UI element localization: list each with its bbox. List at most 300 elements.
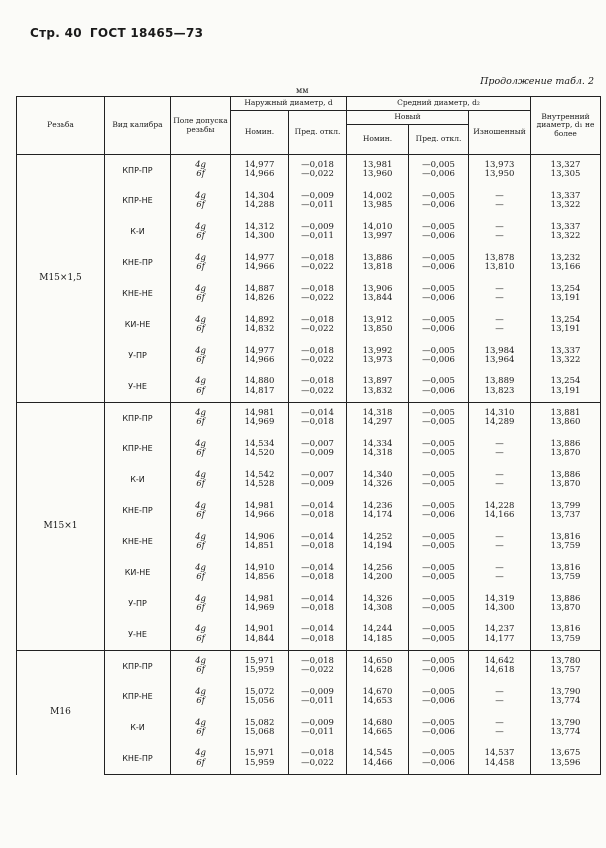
- pitch-deviation-value: —0,006: [422, 757, 455, 768]
- inner-diameter: [531, 248, 601, 279]
- outer-nominal-value: 14,977: [244, 159, 275, 170]
- inner-diameter-value: 13,337: [550, 221, 581, 232]
- thread-size: M15×1,5: [17, 155, 105, 403]
- inner-diameter-value: 13,337: [550, 345, 581, 356]
- gauge-type: КПР-НЕ: [105, 186, 171, 217]
- outer-nominal: [231, 248, 289, 279]
- worn-diameter-value: 14,458: [484, 757, 515, 768]
- outer-deviation: [289, 620, 347, 651]
- pitch-deviation: [409, 682, 469, 713]
- pitch-deviation: [409, 589, 469, 620]
- outer-nominal-value: 14,910: [244, 562, 275, 573]
- outer-nominal: [231, 713, 289, 744]
- pitch-nominal-value: 13,912: [362, 314, 393, 325]
- outer-deviation-value: —0,014: [301, 407, 334, 418]
- outer-deviation-value: —0,022: [301, 324, 334, 334]
- worn-diameter: [469, 465, 531, 496]
- inner-diameter-value: 13,191: [550, 293, 581, 303]
- worn-diameter-value: 13,810: [484, 262, 515, 272]
- pitch-deviation: [409, 744, 469, 775]
- tolerance-field-value: 4g: [195, 345, 206, 356]
- gauge-type: К-И: [105, 465, 171, 496]
- pitch-nominal-value: 13,906: [362, 283, 393, 294]
- outer-nominal-value: 14,817: [244, 385, 275, 396]
- outer-nominal-value: 14,851: [244, 541, 275, 551]
- pitch-nominal: [347, 651, 409, 682]
- pitch-nominal: [347, 682, 409, 713]
- outer-nominal: [231, 682, 289, 713]
- outer-nominal-value: 14,534: [244, 438, 275, 449]
- inner-diameter-value: 13,886: [550, 438, 581, 449]
- gauge-type: КПР-НЕ: [105, 434, 171, 465]
- pitch-deviation-value: —0,006: [422, 355, 455, 365]
- worn-diameter: [469, 155, 531, 186]
- outer-nominal-value: 14,542: [244, 469, 275, 480]
- inner-diameter: [531, 341, 601, 372]
- pitch-nominal-value: 14,244: [362, 624, 393, 635]
- outer-nominal-value: 14,981: [244, 593, 275, 604]
- outer-deviation-value: —0,018: [301, 159, 334, 170]
- table-row: [17, 713, 601, 744]
- pitch-deviation: [409, 527, 469, 558]
- outer-deviation: [289, 279, 347, 310]
- table-row: [17, 744, 601, 775]
- outer-deviation-value: —0,018: [301, 541, 334, 551]
- worn-diameter-value: 14,537: [484, 748, 515, 759]
- worn-diameter: [469, 744, 531, 775]
- outer-nominal: [231, 372, 289, 403]
- pitch-nominal: [347, 341, 409, 372]
- outer-deviation-value: —0,009: [301, 717, 334, 728]
- tolerance-field: [171, 341, 231, 372]
- inner-diameter: [531, 589, 601, 620]
- outer-nominal-value: 14,832: [244, 324, 275, 334]
- tolerance-field: [171, 589, 231, 620]
- inner-diameter-value: 13,232: [550, 252, 581, 263]
- worn-diameter: [469, 651, 531, 682]
- worn-diameter: [469, 217, 531, 248]
- tolerance-field: [171, 527, 231, 558]
- worn-diameter: [469, 279, 531, 310]
- col-outer-deviation: Пред. откл.: [289, 111, 347, 155]
- tolerance-field: [171, 372, 231, 403]
- worn-diameter-value: 13,964: [484, 355, 515, 365]
- gauge-table: [16, 96, 601, 775]
- tolerance-field-value: 4g: [195, 252, 206, 263]
- table-row: [17, 465, 601, 496]
- pitch-nominal-value: 13,997: [362, 231, 393, 241]
- pitch-nominal-value: 14,326: [362, 479, 393, 489]
- table-row: [17, 496, 601, 527]
- table-row: [17, 620, 601, 651]
- worn-diameter-value: —: [495, 438, 504, 449]
- inner-diameter-value: 13,774: [550, 727, 581, 737]
- tolerance-field-value: 6f: [196, 417, 205, 428]
- gauge-type: КПР-ПР: [105, 651, 171, 682]
- pitch-deviation-value: —0,006: [422, 200, 455, 210]
- outer-nominal-value: 14,969: [244, 603, 275, 613]
- worn-diameter-value: 14,237: [484, 624, 515, 635]
- outer-nominal: [231, 434, 289, 465]
- inner-diameter-value: 13,322: [550, 200, 581, 210]
- pitch-deviation-value: —0,005: [422, 624, 455, 635]
- pitch-deviation-value: —0,006: [422, 510, 455, 520]
- pitch-nominal-value: 14,653: [362, 696, 393, 706]
- tolerance-field-value: 4g: [195, 686, 206, 697]
- worn-diameter-value: 13,878: [484, 252, 515, 263]
- pitch-nominal-value: 14,334: [362, 438, 393, 449]
- inner-diameter-value: 13,737: [550, 510, 581, 520]
- outer-deviation: [289, 372, 347, 403]
- inner-diameter-value: 13,327: [550, 159, 581, 170]
- tolerance-field-value: 4g: [195, 748, 206, 759]
- outer-nominal-value: 15,068: [244, 727, 275, 737]
- col-pitch-deviation: Пред. откл.: [409, 125, 469, 155]
- pitch-nominal-value: 13,886: [362, 252, 393, 263]
- table-row: [17, 372, 601, 403]
- outer-nominal-value: 14,966: [244, 510, 275, 520]
- worn-diameter: [469, 434, 531, 465]
- outer-deviation-value: —0,022: [301, 665, 334, 676]
- worn-diameter-value: 14,228: [484, 500, 515, 511]
- pitch-deviation: [409, 713, 469, 744]
- gauge-type: КНЕ-НЕ: [105, 527, 171, 558]
- tolerance-field: [171, 217, 231, 248]
- pitch-nominal-value: 14,236: [362, 500, 393, 511]
- outer-deviation-value: —0,018: [301, 345, 334, 356]
- inner-diameter-value: 13,191: [550, 324, 581, 334]
- outer-deviation-value: —0,018: [301, 633, 334, 644]
- pitch-nominal-value: 14,256: [362, 562, 393, 573]
- inner-diameter-value: 13,799: [550, 500, 581, 511]
- pitch-nominal-value: 13,850: [362, 324, 393, 334]
- inner-diameter: [531, 465, 601, 496]
- worn-diameter-value: —: [495, 314, 504, 325]
- outer-deviation-value: —0,009: [301, 190, 334, 201]
- tolerance-field-value: 4g: [195, 469, 206, 480]
- pitch-nominal-value: 13,981: [362, 159, 393, 170]
- inner-diameter-value: 13,191: [550, 385, 581, 396]
- inner-diameter-value: 13,816: [550, 562, 581, 573]
- outer-nominal-value: 15,072: [244, 686, 275, 697]
- inner-diameter: [531, 217, 601, 248]
- worn-diameter-value: 13,889: [484, 376, 515, 387]
- pitch-nominal: [347, 434, 409, 465]
- outer-deviation-value: —0,018: [301, 603, 334, 613]
- worn-diameter-value: 13,823: [484, 385, 515, 396]
- pitch-deviation-value: —0,006: [422, 262, 455, 272]
- pitch-deviation-value: —0,005: [422, 479, 455, 489]
- tolerance-field-value: 4g: [195, 159, 206, 170]
- table-row: [17, 651, 601, 682]
- worn-diameter: [469, 372, 531, 403]
- outer-nominal-value: 14,977: [244, 252, 275, 263]
- outer-nominal-value: 15,971: [244, 748, 275, 759]
- worn-diameter: [469, 403, 531, 434]
- inner-diameter-value: 13,886: [550, 469, 581, 480]
- inner-diameter-value: 13,790: [550, 686, 581, 697]
- table-row: [17, 682, 601, 713]
- inner-diameter-value: 13,254: [550, 376, 581, 387]
- tolerance-field-value: 6f: [196, 200, 205, 210]
- inner-diameter: [531, 403, 601, 434]
- table-row: [17, 248, 601, 279]
- inner-diameter: [531, 155, 601, 186]
- worn-diameter-value: —: [495, 541, 504, 551]
- outer-nominal-value: 14,977: [244, 345, 275, 356]
- page-header: [30, 26, 203, 40]
- outer-nominal: [231, 279, 289, 310]
- inner-diameter-value: 13,596: [550, 757, 581, 768]
- table-body: [17, 155, 601, 775]
- gauge-type: КПР-ПР: [105, 403, 171, 434]
- pitch-nominal-value: 14,466: [362, 757, 393, 768]
- outer-nominal-value: 14,966: [244, 262, 275, 272]
- pitch-deviation: [409, 465, 469, 496]
- pitch-deviation-value: —0,005: [422, 655, 455, 666]
- table-row: [17, 155, 601, 186]
- tolerance-field: [171, 310, 231, 341]
- worn-diameter: [469, 527, 531, 558]
- worn-diameter: [469, 713, 531, 744]
- worn-diameter: [469, 620, 531, 651]
- worn-diameter-value: 14,618: [484, 665, 515, 676]
- standard-code: ГОСТ 18465—73: [89, 26, 204, 40]
- col-pitch-nominal: Номин.: [347, 125, 409, 155]
- pitch-deviation-value: —0,005: [422, 717, 455, 728]
- pitch-nominal-value: 14,194: [362, 541, 393, 551]
- worn-diameter-value: —: [495, 469, 504, 480]
- tolerance-field: [171, 465, 231, 496]
- pitch-deviation-value: —0,005: [422, 221, 455, 232]
- outer-deviation: [289, 651, 347, 682]
- outer-deviation: [289, 465, 347, 496]
- pitch-deviation-value: —0,005: [422, 314, 455, 325]
- pitch-nominal-value: 14,545: [362, 748, 393, 759]
- pitch-deviation-value: —0,005: [422, 283, 455, 294]
- tolerance-field-value: 4g: [195, 531, 206, 542]
- pitch-nominal: [347, 155, 409, 186]
- pitch-deviation: [409, 248, 469, 279]
- continuation-note: Продолжение табл. 2: [480, 76, 594, 87]
- outer-nominal: [231, 341, 289, 372]
- outer-nominal-value: 14,906: [244, 531, 275, 542]
- gauge-type: У-НЕ: [105, 620, 171, 651]
- outer-nominal: [231, 155, 289, 186]
- outer-deviation: [289, 527, 347, 558]
- tolerance-field-value: 4g: [195, 407, 206, 418]
- outer-deviation: [289, 186, 347, 217]
- gauge-type: КИ-НЕ: [105, 558, 171, 589]
- outer-nominal-value: 15,056: [244, 696, 275, 706]
- outer-deviation-value: —0,018: [301, 376, 334, 387]
- pitch-nominal-value: 13,844: [362, 293, 393, 303]
- unit-label: мм: [296, 86, 309, 95]
- inner-diameter-value: 13,757: [550, 665, 581, 676]
- pitch-deviation-value: —0,005: [422, 345, 455, 356]
- gauge-type: У-ПР: [105, 589, 171, 620]
- worn-diameter-value: 14,319: [484, 593, 515, 604]
- table-row: [17, 527, 601, 558]
- pitch-nominal: [347, 186, 409, 217]
- pitch-nominal-value: 14,318: [362, 448, 393, 458]
- pitch-deviation-value: —0,005: [422, 159, 455, 170]
- pitch-deviation: [409, 155, 469, 186]
- tolerance-field-value: 6f: [196, 293, 205, 303]
- table-header: [17, 97, 601, 155]
- pitch-deviation-value: —0,005: [422, 376, 455, 387]
- worn-diameter: [469, 496, 531, 527]
- worn-diameter-value: —: [495, 221, 504, 232]
- pitch-deviation-value: —0,005: [422, 500, 455, 511]
- tolerance-field-value: 6f: [196, 696, 205, 706]
- outer-nominal: [231, 558, 289, 589]
- tolerance-field-value: 6f: [196, 448, 205, 458]
- tolerance-field-value: 4g: [195, 500, 206, 511]
- pitch-deviation-value: —0,005: [422, 448, 455, 458]
- gauge-type: КНЕ-ПР: [105, 744, 171, 775]
- pitch-deviation-value: —0,005: [422, 562, 455, 573]
- outer-deviation-value: —0,011: [301, 200, 334, 210]
- pitch-nominal-value: 13,818: [362, 262, 393, 272]
- col-gauge-type: Вид калибра: [105, 97, 171, 155]
- pitch-nominal: [347, 589, 409, 620]
- pitch-deviation-value: —0,006: [422, 665, 455, 676]
- inner-diameter: [531, 279, 601, 310]
- col-new: Новый: [347, 111, 469, 125]
- outer-nominal-value: 14,288: [244, 200, 275, 210]
- worn-diameter-value: —: [495, 717, 504, 728]
- worn-diameter-value: —: [495, 293, 504, 303]
- outer-deviation-value: —0,011: [301, 696, 334, 706]
- col-outer-diameter: Наружный диаметр, d: [231, 97, 347, 111]
- pitch-deviation-value: —0,005: [422, 593, 455, 604]
- table-row: [17, 558, 601, 589]
- gauge-type: У-НЕ: [105, 372, 171, 403]
- pitch-deviation-value: —0,005: [422, 686, 455, 697]
- pitch-nominal-value: 13,960: [362, 169, 393, 180]
- pitch-nominal-value: 13,832: [362, 385, 393, 396]
- tolerance-field-value: 6f: [196, 262, 205, 272]
- tolerance-field-value: 4g: [195, 283, 206, 294]
- worn-diameter-value: —: [495, 324, 504, 334]
- worn-diameter: [469, 248, 531, 279]
- pitch-deviation-value: —0,005: [422, 469, 455, 480]
- pitch-nominal-value: 14,200: [362, 572, 393, 582]
- outer-deviation: [289, 589, 347, 620]
- tolerance-field: [171, 682, 231, 713]
- col-worn: Изношенный: [469, 111, 531, 155]
- outer-nominal: [231, 217, 289, 248]
- pitch-nominal: [347, 372, 409, 403]
- worn-diameter: [469, 589, 531, 620]
- inner-diameter: [531, 186, 601, 217]
- pitch-nominal-value: 14,326: [362, 593, 393, 604]
- tolerance-field-value: 6f: [196, 324, 205, 334]
- pitch-deviation: [409, 403, 469, 434]
- pitch-deviation-value: —0,006: [422, 727, 455, 737]
- pitch-nominal-value: 14,174: [362, 510, 393, 520]
- outer-nominal-value: 15,082: [244, 717, 275, 728]
- pitch-deviation-value: —0,005: [422, 407, 455, 418]
- tolerance-field-value: 6f: [196, 603, 205, 613]
- inner-diameter: [531, 434, 601, 465]
- outer-nominal-value: 14,844: [244, 633, 275, 644]
- inner-diameter: [531, 372, 601, 403]
- tolerance-field: [171, 186, 231, 217]
- table-row: [17, 310, 601, 341]
- worn-diameter: [469, 558, 531, 589]
- tolerance-field-value: 6f: [196, 541, 205, 551]
- gauge-type: К-И: [105, 217, 171, 248]
- pitch-nominal-value: 13,985: [362, 200, 393, 210]
- gauge-type: К-И: [105, 713, 171, 744]
- pitch-nominal: [347, 496, 409, 527]
- worn-diameter-value: 14,300: [484, 603, 515, 613]
- tolerance-field-value: 6f: [196, 727, 205, 737]
- pitch-deviation-value: —0,006: [422, 231, 455, 241]
- pitch-deviation: [409, 279, 469, 310]
- pitch-deviation: [409, 310, 469, 341]
- inner-diameter-value: 13,816: [550, 531, 581, 542]
- tolerance-field-value: 4g: [195, 655, 206, 666]
- pitch-nominal-value: 13,973: [362, 355, 393, 365]
- inner-diameter-value: 13,322: [550, 355, 581, 365]
- pitch-deviation-value: —0,006: [422, 169, 455, 180]
- outer-deviation-value: —0,022: [301, 757, 334, 768]
- tolerance-field-value: 6f: [196, 479, 205, 489]
- tolerance-field: [171, 713, 231, 744]
- pitch-deviation-value: —0,005: [422, 531, 455, 542]
- outer-nominal: [231, 651, 289, 682]
- outer-deviation-value: —0,018: [301, 417, 334, 428]
- outer-nominal-value: 14,520: [244, 448, 275, 458]
- gauge-type: КНЕ-ПР: [105, 496, 171, 527]
- pitch-nominal-value: 14,318: [362, 407, 393, 418]
- tolerance-field: [171, 558, 231, 589]
- pitch-deviation: [409, 217, 469, 248]
- pitch-nominal: [347, 620, 409, 651]
- pitch-nominal: [347, 527, 409, 558]
- pitch-deviation-value: —0,006: [422, 385, 455, 396]
- outer-deviation-value: —0,007: [301, 438, 334, 449]
- pitch-deviation: [409, 651, 469, 682]
- pitch-nominal: [347, 744, 409, 775]
- outer-deviation: [289, 682, 347, 713]
- pitch-deviation-value: —0,005: [422, 541, 455, 551]
- worn-diameter-value: 14,166: [484, 510, 515, 520]
- worn-diameter: [469, 682, 531, 713]
- worn-diameter-value: 13,950: [484, 169, 515, 180]
- inner-diameter-value: 13,780: [550, 655, 581, 666]
- outer-nominal-value: 14,304: [244, 190, 275, 201]
- tolerance-field: [171, 434, 231, 465]
- table-row: [17, 434, 601, 465]
- outer-nominal: [231, 310, 289, 341]
- tolerance-field-value: 4g: [195, 221, 206, 232]
- inner-diameter: [531, 527, 601, 558]
- thread-size: M15×1: [17, 403, 105, 651]
- gauge-type: КПР-НЕ: [105, 682, 171, 713]
- inner-diameter-value: 13,870: [550, 448, 581, 458]
- table-row: [17, 589, 601, 620]
- outer-nominal-value: 14,966: [244, 169, 275, 180]
- outer-deviation-value: —0,018: [301, 314, 334, 325]
- pitch-nominal-value: 14,185: [362, 633, 393, 644]
- inner-diameter-value: 13,337: [550, 190, 581, 201]
- pitch-deviation: [409, 434, 469, 465]
- inner-diameter-value: 13,759: [550, 633, 581, 644]
